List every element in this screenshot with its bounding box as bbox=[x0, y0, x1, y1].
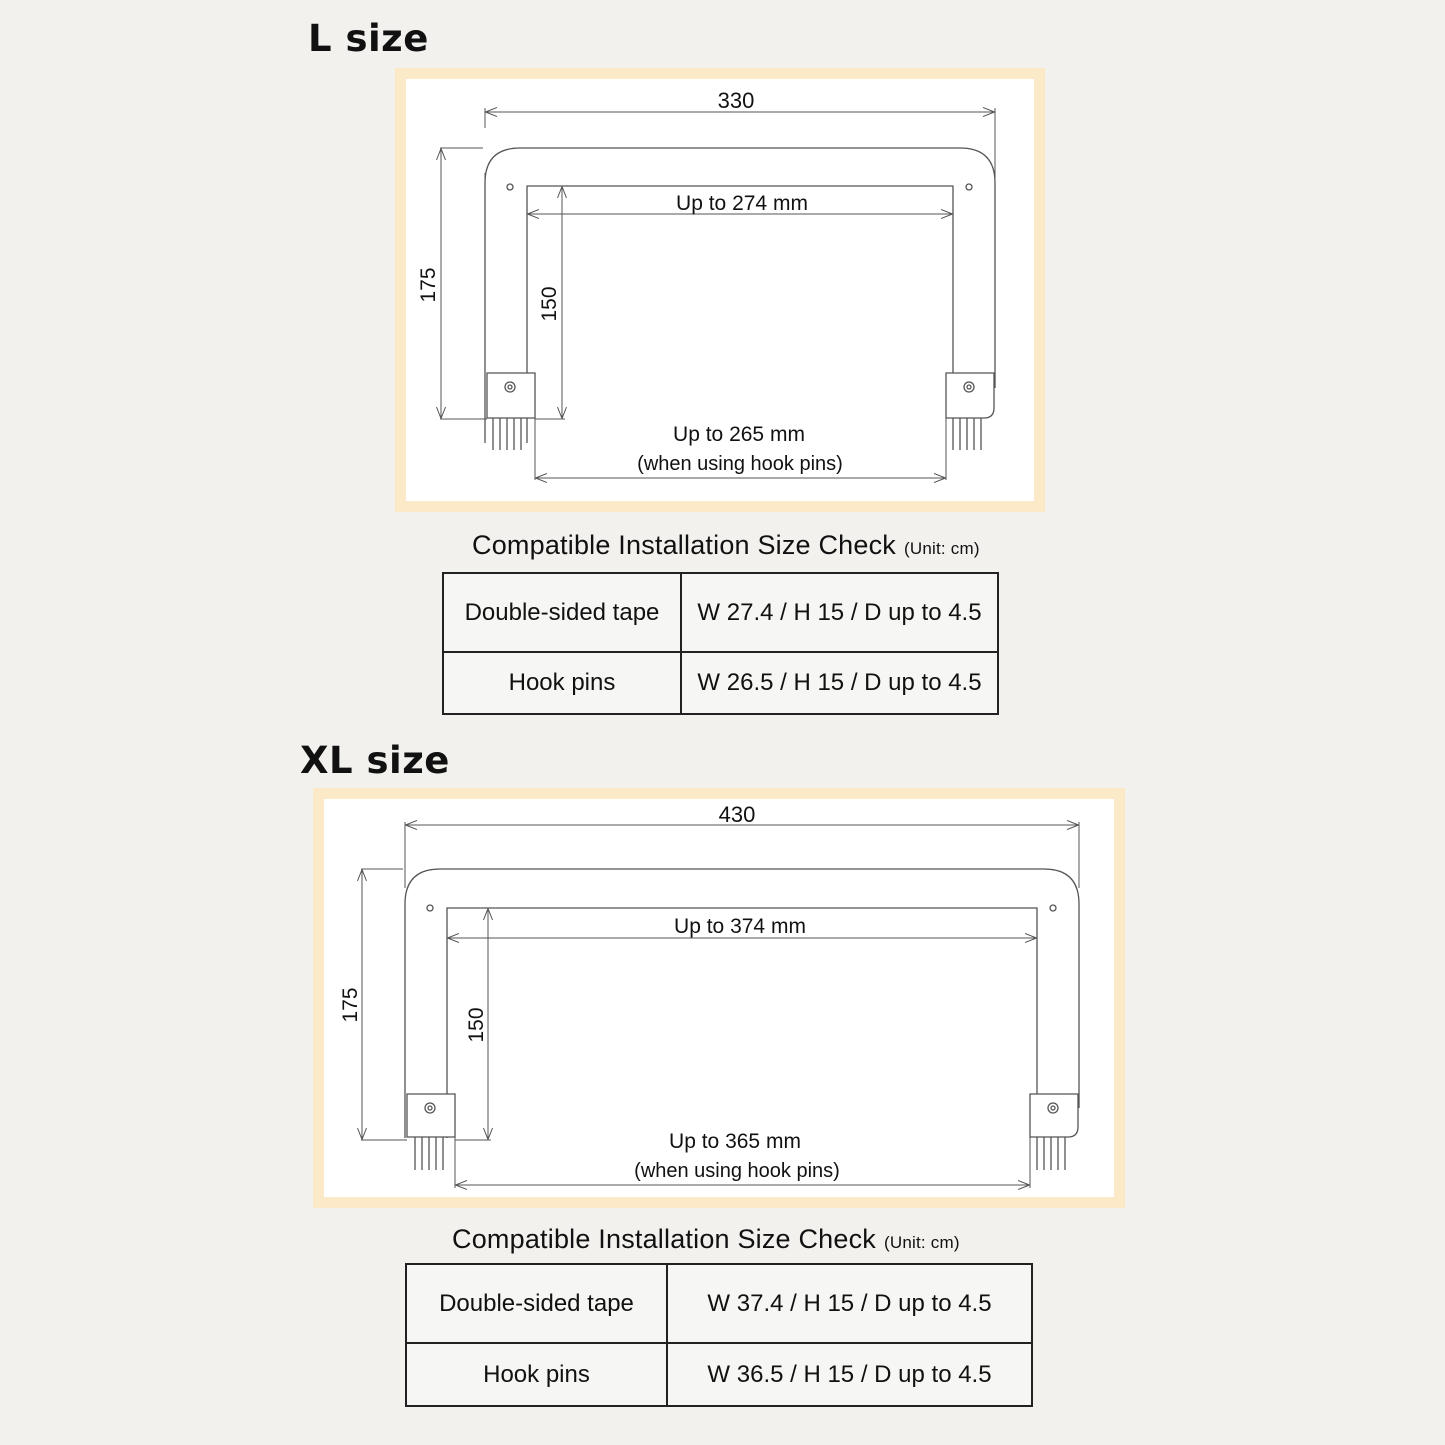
overall-width-label: 430 bbox=[718, 802, 756, 827]
inner-width-label: Up to 374 mm bbox=[674, 915, 806, 938]
table-heading-text: Compatible Installation Size Check bbox=[472, 530, 897, 560]
hook-width-label: Up to 365 mm bbox=[669, 1130, 801, 1153]
hook-pins-left bbox=[415, 1137, 443, 1170]
bracket-left bbox=[407, 1094, 455, 1137]
xl-size-rack-drawing bbox=[313, 788, 1125, 1208]
rack-outline bbox=[405, 869, 1079, 1138]
unit-note: (Unit: cm) bbox=[884, 1233, 960, 1252]
bracket-right bbox=[1030, 1094, 1078, 1137]
table-row bbox=[406, 1343, 1032, 1406]
bracket-left bbox=[487, 373, 535, 418]
hook-width-note: (when using hook pins) bbox=[634, 1160, 840, 1182]
l-size-diagram bbox=[395, 68, 1045, 512]
size-cell: W 26.5 / H 15 / D up to 4.5 bbox=[681, 652, 998, 714]
screw-hole-right bbox=[966, 184, 972, 190]
screw-hole-left bbox=[427, 905, 433, 911]
inner-height-label: 150 bbox=[538, 286, 561, 322]
inner-height-label: 150 bbox=[465, 1007, 488, 1043]
bracket-right bbox=[946, 373, 994, 418]
overall-height-label: 175 bbox=[339, 987, 362, 1023]
unit-note: (Unit: cm) bbox=[904, 539, 980, 558]
l-size-rack-drawing bbox=[395, 68, 1045, 512]
inner-width-label: Up to 274 mm bbox=[676, 192, 808, 215]
method-cell: Hook pins bbox=[443, 652, 681, 714]
overall-height-label: 175 bbox=[417, 267, 440, 303]
size-cell: W 37.4 / H 15 / D up to 4.5 bbox=[667, 1264, 1032, 1343]
hook-width-label: Up to 265 mm bbox=[673, 423, 805, 446]
xl-size-table bbox=[405, 1263, 1033, 1407]
xl-size-table-heading bbox=[452, 1224, 960, 1255]
hook-width-note: (when using hook pins) bbox=[637, 453, 843, 475]
method-cell: Hook pins bbox=[406, 1343, 667, 1406]
size-cell: W 36.5 / H 15 / D up to 4.5 bbox=[667, 1343, 1032, 1406]
hook-pins-left bbox=[493, 418, 521, 450]
l-size-table-heading bbox=[472, 530, 980, 561]
method-cell: Double-sided tape bbox=[406, 1264, 667, 1343]
table-row bbox=[406, 1264, 1032, 1343]
screw-hole-left bbox=[507, 184, 513, 190]
table-row bbox=[443, 652, 998, 714]
xl-size-diagram bbox=[313, 788, 1125, 1208]
table-row bbox=[443, 573, 998, 652]
hook-pins-right bbox=[953, 418, 981, 450]
screw-hole-right bbox=[1050, 905, 1056, 911]
l-size-title: L size bbox=[308, 17, 429, 60]
table-heading-text: Compatible Installation Size Check bbox=[452, 1224, 877, 1254]
xl-size-title: XL size bbox=[300, 739, 450, 782]
l-size-table bbox=[442, 572, 999, 715]
method-cell: Double-sided tape bbox=[443, 573, 681, 652]
overall-width-label: 330 bbox=[717, 88, 755, 113]
hook-pins-right bbox=[1037, 1137, 1065, 1170]
size-cell: W 27.4 / H 15 / D up to 4.5 bbox=[681, 573, 998, 652]
